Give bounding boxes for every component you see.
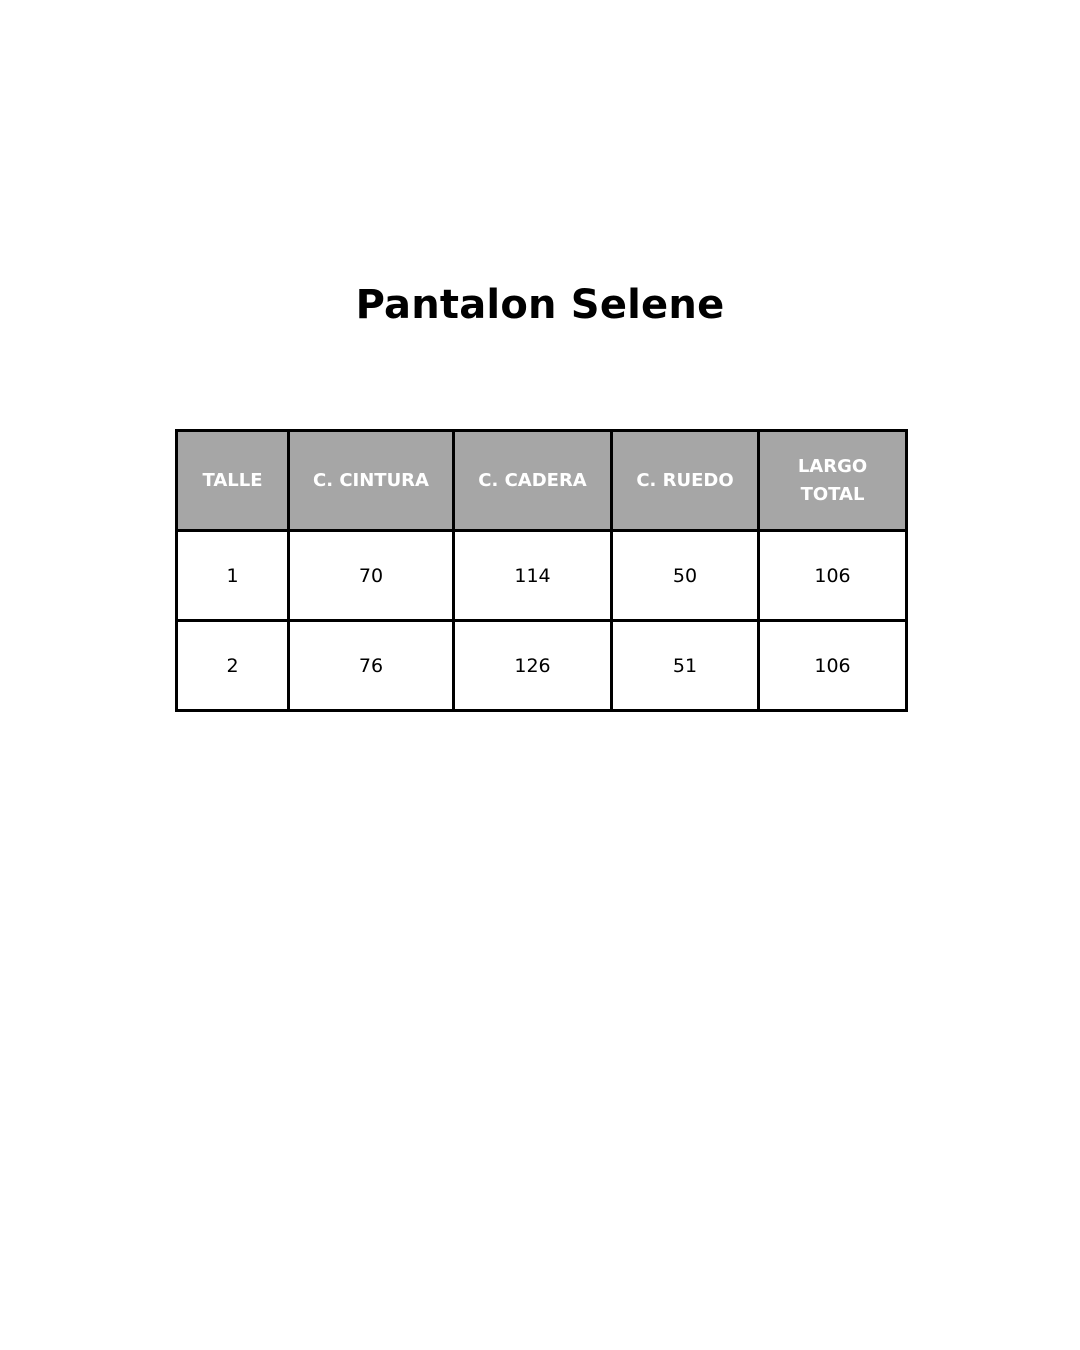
header-talle: TALLE <box>177 431 289 531</box>
table-cell: 2 <box>177 621 289 711</box>
table-cell: 51 <box>612 621 759 711</box>
table-cell: 1 <box>177 531 289 621</box>
table-header-row <box>177 431 907 531</box>
header-c-cadera: C. CADERA <box>454 431 612 531</box>
table-cell: 106 <box>759 621 907 711</box>
header-largo-total: LARGO TOTAL <box>759 431 907 531</box>
table-cell: 76 <box>289 621 454 711</box>
table-cell: 106 <box>759 531 907 621</box>
header-c-cintura: C. CINTURA <box>289 431 454 531</box>
table-row <box>177 531 907 621</box>
table-cell: 126 <box>454 621 612 711</box>
table-row <box>177 621 907 711</box>
table-cell: 70 <box>289 531 454 621</box>
size-chart-table <box>175 429 908 712</box>
header-c-ruedo: C. RUEDO <box>612 431 759 531</box>
table-cell: 114 <box>454 531 612 621</box>
page-title: Pantalon Selene <box>355 282 725 328</box>
table-cell: 50 <box>612 531 759 621</box>
